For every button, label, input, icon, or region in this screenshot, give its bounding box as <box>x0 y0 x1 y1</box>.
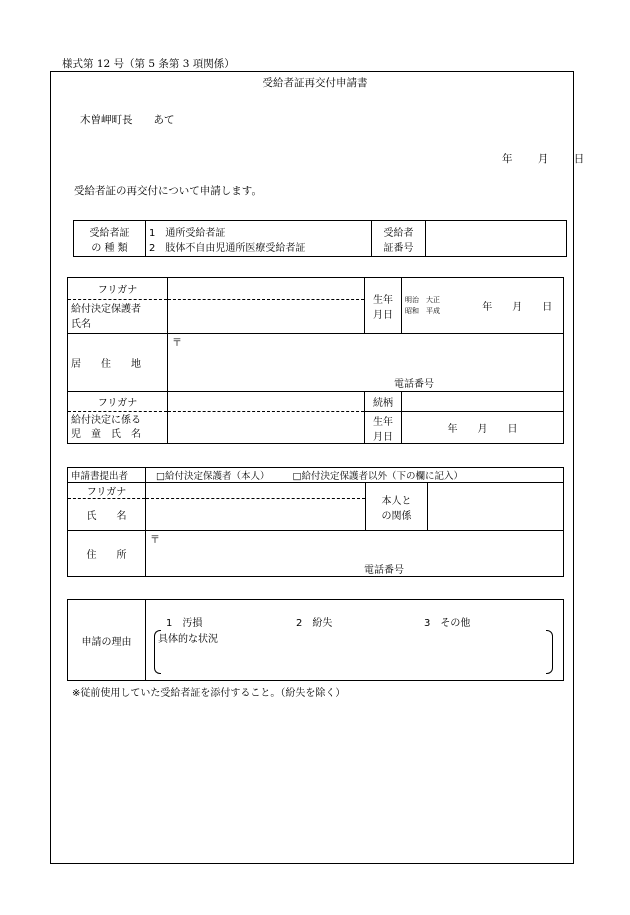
intro-text: 受給者証の再交付について申請します。 <box>74 185 262 197</box>
submitter-postal-mark: 〒 <box>150 535 160 546</box>
child-name-label: 給付決定に係る 児 童 氏 名 <box>68 412 168 444</box>
addressee: 木曽岬町長 あて <box>80 114 175 126</box>
guardian-name-label: 給付決定保護者 氏名 <box>68 300 168 334</box>
certificate-type-label: 受給者証 の 種 類 <box>74 221 146 257</box>
date-month-label: 月 <box>537 153 549 165</box>
submitter-option-other[interactable]: □給付決定保護者以外（下の欄に記入） <box>292 471 463 482</box>
submitter-options[interactable] <box>146 468 564 483</box>
child-name-field[interactable] <box>168 412 365 444</box>
child-furigana-field[interactable] <box>168 392 365 412</box>
date-day-label: 日 <box>573 153 585 165</box>
reason-option-lost[interactable]: 2 紛失 <box>296 618 333 629</box>
detail-bracket-right <box>546 630 553 674</box>
submitter-furigana-field[interactable] <box>146 483 366 499</box>
certificate-type-options[interactable] <box>146 221 372 257</box>
guardian-phone-label: 電話番号 <box>394 379 434 390</box>
submitter-address-field[interactable] <box>146 531 564 577</box>
guardian-birth-label: 生年 月日 <box>365 278 402 334</box>
submitter-furigana-label: フリガナ <box>68 483 146 499</box>
child-birth-label: 生年 月日 <box>365 412 402 444</box>
reason-table <box>67 599 564 681</box>
submitter-relation-field[interactable] <box>428 483 564 531</box>
form-reference: 様式第 12 号（第 5 条第 3 項関係） <box>62 58 235 70</box>
submitter-relation-label: 本人と の関係 <box>366 483 428 531</box>
submitter-option-self[interactable]: □給付決定保護者（本人） <box>156 471 270 482</box>
submitter-header-label: 申請書提出者 <box>68 468 146 483</box>
attachment-note: ※従前使用していた受給者証を添付すること。（紛失を除く） <box>72 688 346 699</box>
certificate-number-label: 受給者 証番号 <box>372 221 426 257</box>
submitter-name-field[interactable] <box>146 499 366 531</box>
guardian-table <box>67 277 564 444</box>
submitter-table <box>67 467 564 577</box>
reason-field[interactable] <box>146 600 564 681</box>
submitter-name-label: 氏 名 <box>68 499 146 531</box>
child-relation-field[interactable] <box>402 392 564 412</box>
guardian-furigana-label: フリガナ <box>68 278 168 300</box>
reason-option-other[interactable]: 3 その他 <box>424 618 471 629</box>
guardian-furigana-field[interactable] <box>168 278 365 300</box>
reason-option-soiled[interactable]: 1 汚損 <box>166 618 203 629</box>
guardian-address-field[interactable] <box>168 334 564 392</box>
option-day-care-certificate: 1 通所受給者証 <box>149 227 226 239</box>
guardian-address-label: 居 住 地 <box>68 334 168 392</box>
child-birth-date[interactable]: 年 月 日 <box>402 412 564 444</box>
submitter-phone-label: 電話番号 <box>364 565 404 576</box>
guardian-name-field[interactable] <box>168 300 365 334</box>
option-medical-certificate: 2 肢体不自由児通所医療受給者証 <box>149 242 306 254</box>
certificate-number-field[interactable] <box>426 221 567 257</box>
guardian-birth-date[interactable]: 年 月 日 <box>472 278 564 334</box>
form-title: 受給者証再交付申請書 <box>262 77 368 89</box>
date-year-label: 年 <box>502 153 513 165</box>
child-furigana-label: フリガナ <box>68 392 168 412</box>
application-date[interactable] <box>480 151 584 166</box>
guardian-postal-mark: 〒 <box>172 338 182 349</box>
child-relation-label: 続柄 <box>365 392 402 412</box>
submitter-address-label: 住 所 <box>68 531 146 577</box>
guardian-era-options[interactable]: 明治 大正 昭和 平成 <box>402 278 472 334</box>
reason-detail-label: 具体的な状況 <box>158 634 218 645</box>
reason-label: 申請の理由 <box>68 600 146 681</box>
certificate-table <box>73 220 567 257</box>
